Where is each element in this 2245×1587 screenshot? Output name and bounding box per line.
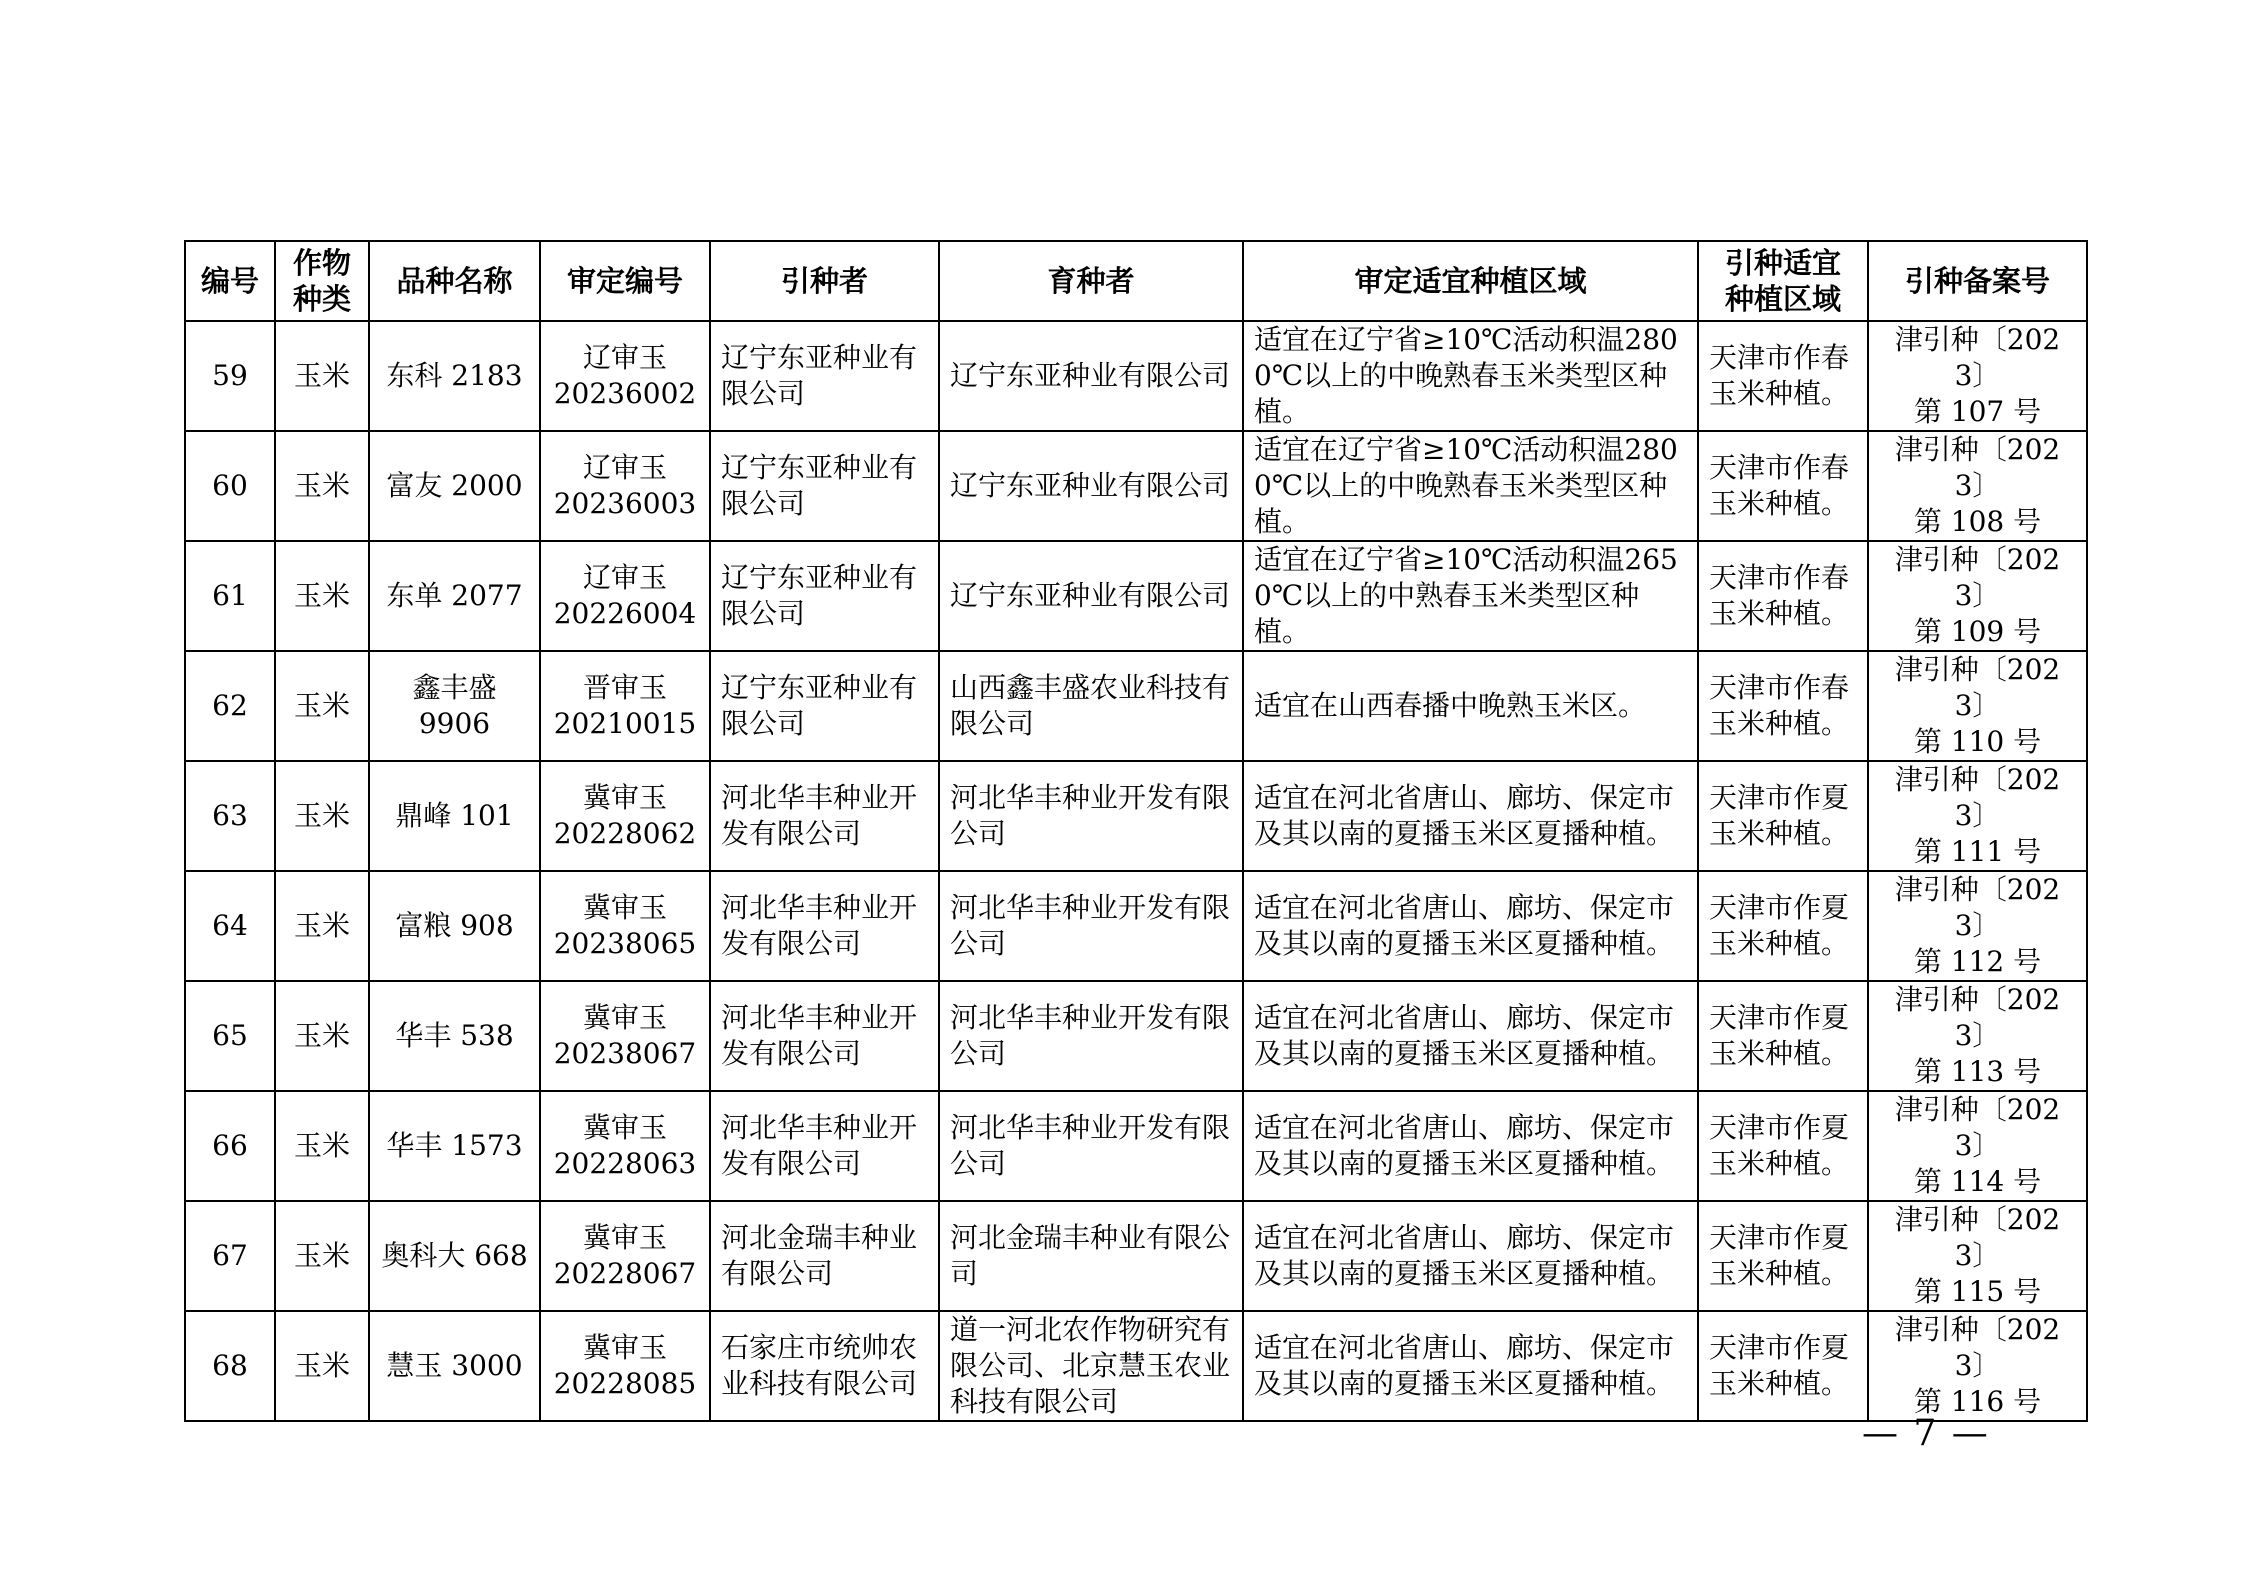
header-approved-region: 审定适宜种植区域	[1243, 241, 1698, 321]
cell-introducer: 石家庄市统帅农业科技有限公司	[710, 1311, 939, 1421]
cell-intro-region: 天津市作春玉米种植。	[1698, 541, 1868, 651]
cell-record-no: 津引种〔2023〕 第 108 号	[1868, 431, 2087, 541]
cell-record-no: 津引种〔2023〕 第 109 号	[1868, 541, 2087, 651]
cell-crop: 玉米	[275, 321, 369, 431]
header-approval-no: 审定编号	[540, 241, 710, 321]
variety-record-table	[184, 240, 2088, 1422]
cell-crop: 玉米	[275, 431, 369, 541]
cell-no: 63	[185, 761, 275, 871]
cell-breeder: 辽宁东亚种业有限公司	[939, 541, 1243, 651]
cell-breeder: 辽宁东亚种业有限公司	[939, 321, 1243, 431]
cell-variety: 奥科大 668	[369, 1201, 540, 1311]
cell-crop: 玉米	[275, 871, 369, 981]
cell-variety: 富友 2000	[369, 431, 540, 541]
cell-approved-region: 适宜在河北省唐山、廊坊、保定市及其以南的夏播玉米区夏播种植。	[1243, 1311, 1698, 1421]
cell-approved-region: 适宜在河北省唐山、廊坊、保定市及其以南的夏播玉米区夏播种植。	[1243, 871, 1698, 981]
cell-breeder: 河北华丰种业开发有限公司	[939, 761, 1243, 871]
header-introducer: 引种者	[710, 241, 939, 321]
cell-breeder: 山西鑫丰盛农业科技有限公司	[939, 651, 1243, 761]
cell-approval-no: 冀审玉 20228063	[540, 1091, 710, 1201]
cell-introducer: 河北华丰种业开发有限公司	[710, 761, 939, 871]
cell-approved-region: 适宜在河北省唐山、廊坊、保定市及其以南的夏播玉米区夏播种植。	[1243, 981, 1698, 1091]
cell-approval-no: 晋审玉 20210015	[540, 651, 710, 761]
cell-crop: 玉米	[275, 1311, 369, 1421]
cell-variety: 华丰 1573	[369, 1091, 540, 1201]
cell-approved-region: 适宜在辽宁省≥10℃活动积温2800℃以上的中晚熟春玉米类型区种植。	[1243, 431, 1698, 541]
header-breeder: 育种者	[939, 241, 1243, 321]
cell-approval-no: 辽审玉 20226004	[540, 541, 710, 651]
cell-approval-no: 冀审玉 20228085	[540, 1311, 710, 1421]
header-record-no: 引种备案号	[1868, 241, 2087, 321]
cell-crop: 玉米	[275, 981, 369, 1091]
cell-no: 65	[185, 981, 275, 1091]
cell-variety: 东科 2183	[369, 321, 540, 431]
cell-approval-no: 冀审玉 20238067	[540, 981, 710, 1091]
cell-no: 66	[185, 1091, 275, 1201]
cell-variety: 华丰 538	[369, 981, 540, 1091]
cell-intro-region: 天津市作夏玉米种植。	[1698, 871, 1868, 981]
cell-record-no: 津引种〔2023〕 第 107 号	[1868, 321, 2087, 431]
cell-intro-region: 天津市作夏玉米种植。	[1698, 1091, 1868, 1201]
cell-breeder: 河北华丰种业开发有限公司	[939, 1091, 1243, 1201]
table-row	[185, 1311, 2087, 1421]
header-intro-region: 引种适宜 种植区域	[1698, 241, 1868, 321]
cell-record-no: 津引种〔2023〕 第 115 号	[1868, 1201, 2087, 1311]
cell-introducer: 辽宁东亚种业有限公司	[710, 431, 939, 541]
cell-no: 64	[185, 871, 275, 981]
cell-introducer: 河北华丰种业开发有限公司	[710, 871, 939, 981]
page-number: — 7 —	[1862, 1413, 1990, 1454]
table-body	[185, 321, 2087, 1421]
cell-intro-region: 天津市作春玉米种植。	[1698, 651, 1868, 761]
cell-no: 60	[185, 431, 275, 541]
table-header-row	[185, 241, 2087, 321]
cell-introducer: 河北华丰种业开发有限公司	[710, 981, 939, 1091]
cell-crop: 玉米	[275, 541, 369, 651]
cell-crop: 玉米	[275, 761, 369, 871]
cell-record-no: 津引种〔2023〕 第 110 号	[1868, 651, 2087, 761]
cell-variety: 富粮 908	[369, 871, 540, 981]
header-variety: 品种名称	[369, 241, 540, 321]
cell-breeder: 辽宁东亚种业有限公司	[939, 431, 1243, 541]
cell-approved-region: 适宜在河北省唐山、廊坊、保定市及其以南的夏播玉米区夏播种植。	[1243, 761, 1698, 871]
table-row	[185, 541, 2087, 651]
cell-introducer: 辽宁东亚种业有限公司	[710, 651, 939, 761]
cell-approval-no: 辽审玉 20236003	[540, 431, 710, 541]
table-row	[185, 871, 2087, 981]
cell-approved-region: 适宜在辽宁省≥10℃活动积温2650℃以上的中熟春玉米类型区种植。	[1243, 541, 1698, 651]
cell-approved-region: 适宜在河北省唐山、廊坊、保定市及其以南的夏播玉米区夏播种植。	[1243, 1091, 1698, 1201]
cell-intro-region: 天津市作夏玉米种植。	[1698, 1201, 1868, 1311]
cell-intro-region: 天津市作夏玉米种植。	[1698, 981, 1868, 1091]
cell-record-no: 津引种〔2023〕 第 114 号	[1868, 1091, 2087, 1201]
cell-approved-region: 适宜在河北省唐山、廊坊、保定市及其以南的夏播玉米区夏播种植。	[1243, 1201, 1698, 1311]
table-row	[185, 1201, 2087, 1311]
cell-intro-region: 天津市作夏玉米种植。	[1698, 1311, 1868, 1421]
cell-no: 67	[185, 1201, 275, 1311]
cell-approval-no: 冀审玉 20238065	[540, 871, 710, 981]
cell-no: 59	[185, 321, 275, 431]
cell-introducer: 辽宁东亚种业有限公司	[710, 541, 939, 651]
cell-crop: 玉米	[275, 1091, 369, 1201]
table-row	[185, 1091, 2087, 1201]
cell-breeder: 河北华丰种业开发有限公司	[939, 871, 1243, 981]
header-crop: 作物 种类	[275, 241, 369, 321]
cell-introducer: 河北华丰种业开发有限公司	[710, 1091, 939, 1201]
cell-no: 68	[185, 1311, 275, 1421]
cell-intro-region: 天津市作夏玉米种植。	[1698, 761, 1868, 871]
cell-record-no: 津引种〔2023〕 第 111 号	[1868, 761, 2087, 871]
cell-variety: 东单 2077	[369, 541, 540, 651]
table-row	[185, 981, 2087, 1091]
cell-variety: 鑫丰盛 9906	[369, 651, 540, 761]
cell-intro-region: 天津市作春玉米种植。	[1698, 431, 1868, 541]
cell-approved-region: 适宜在山西春播中晚熟玉米区。	[1243, 651, 1698, 761]
table-row	[185, 651, 2087, 761]
cell-no: 61	[185, 541, 275, 651]
header-no: 编号	[185, 241, 275, 321]
cell-introducer: 河北金瑞丰种业有限公司	[710, 1201, 939, 1311]
cell-breeder: 河北华丰种业开发有限公司	[939, 981, 1243, 1091]
cell-introducer: 辽宁东亚种业有限公司	[710, 321, 939, 431]
cell-record-no: 津引种〔2023〕 第 116 号	[1868, 1311, 2087, 1421]
table-row	[185, 431, 2087, 541]
cell-variety: 鼎峰 101	[369, 761, 540, 871]
cell-breeder: 河北金瑞丰种业有限公司	[939, 1201, 1243, 1311]
cell-approved-region: 适宜在辽宁省≥10℃活动积温2800℃以上的中晚熟春玉米类型区种植。	[1243, 321, 1698, 431]
cell-approval-no: 冀审玉 20228067	[540, 1201, 710, 1311]
cell-approval-no: 辽审玉 20236002	[540, 321, 710, 431]
table-row	[185, 761, 2087, 871]
cell-record-no: 津引种〔2023〕 第 112 号	[1868, 871, 2087, 981]
cell-approval-no: 冀审玉 20228062	[540, 761, 710, 871]
cell-crop: 玉米	[275, 1201, 369, 1311]
cell-breeder: 道一河北农作物研究有限公司、北京慧玉农业科技有限公司	[939, 1311, 1243, 1421]
cell-crop: 玉米	[275, 651, 369, 761]
table-row	[185, 321, 2087, 431]
cell-variety: 慧玉 3000	[369, 1311, 540, 1421]
cell-no: 62	[185, 651, 275, 761]
cell-record-no: 津引种〔2023〕 第 113 号	[1868, 981, 2087, 1091]
cell-intro-region: 天津市作春玉米种植。	[1698, 321, 1868, 431]
